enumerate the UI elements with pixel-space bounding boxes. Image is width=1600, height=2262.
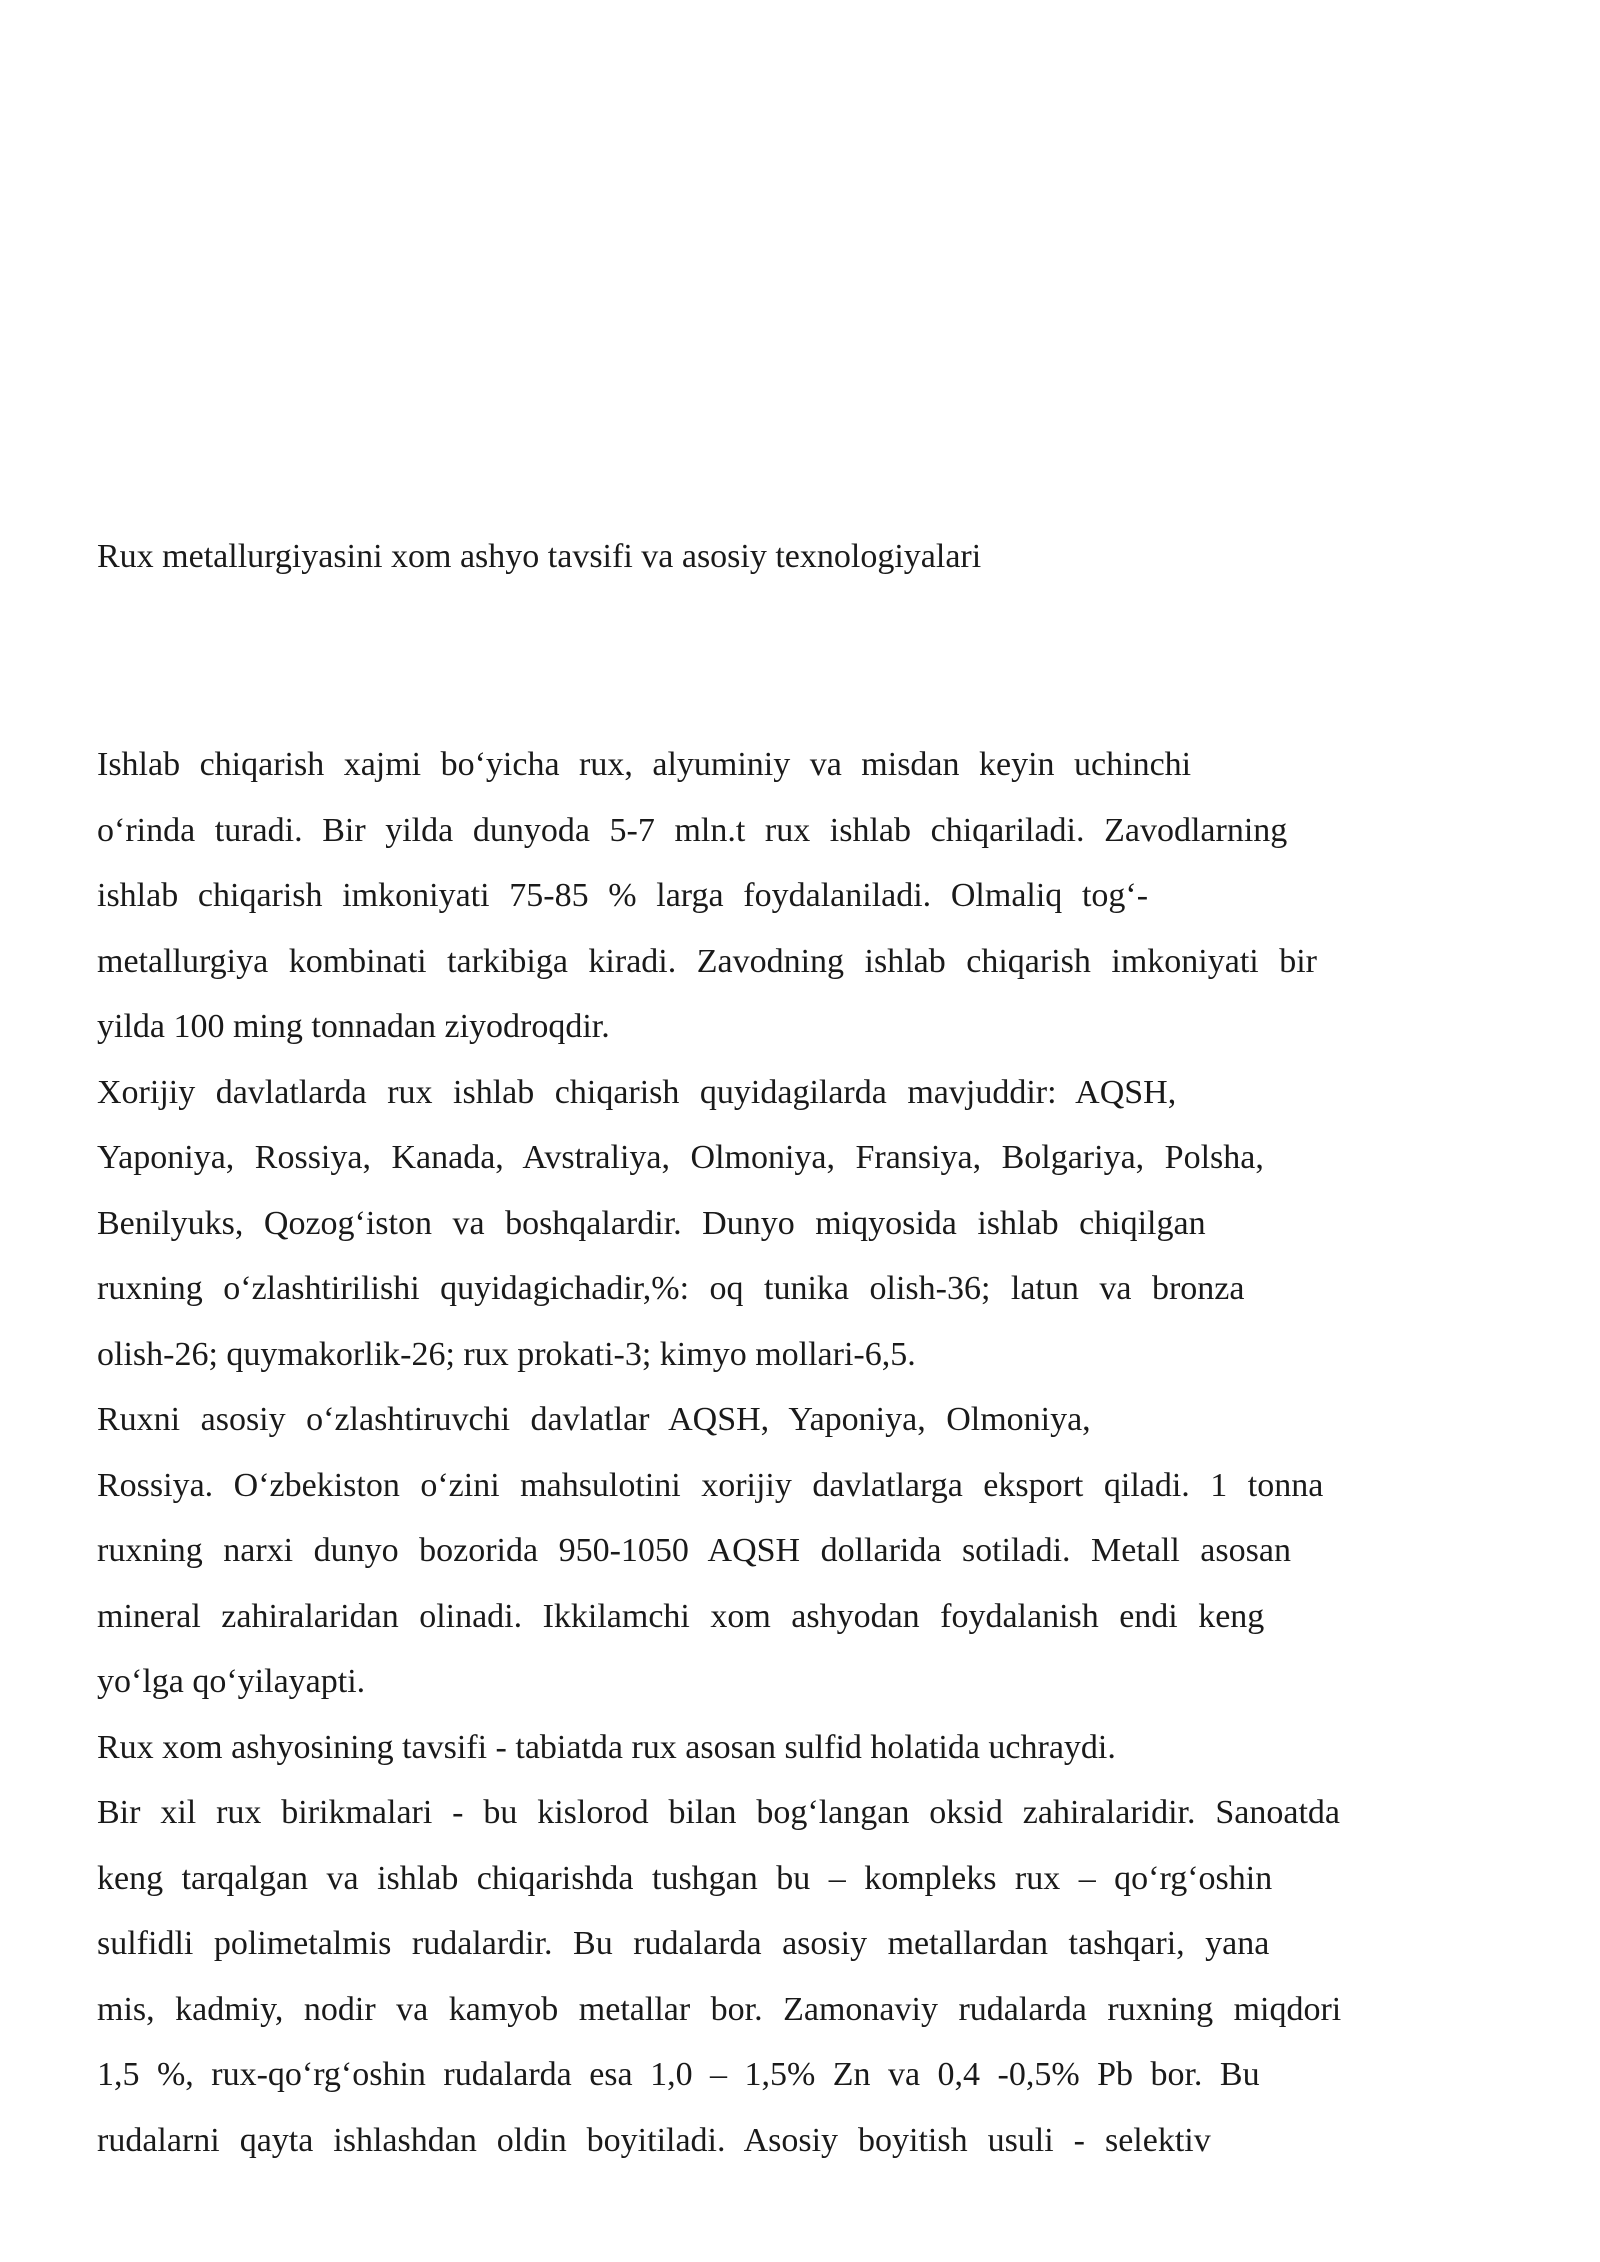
document-title: Rux metallurgiyasini xom ashyo tavsifi va asosiy texnologiyalari <box>97 538 982 575</box>
text-line: Rossiya. O‘zbekiston o‘zini mahsulotini xorijiy davlatlarga eksport qiladi. 1 tonna <box>97 1466 1324 1504</box>
text-line: keng tarqalgan va ishlab chiqarishda tushgan bu – kompleks rux – qo‘rg‘oshin <box>97 1859 1273 1897</box>
text-line: sulfidli polimetalmis rudalardir. Bu rudalarda asosiy metallardan tashqari, yana <box>97 1925 1270 1962</box>
document-body <box>97 743 1397 2184</box>
text-line: Benilyuks, Qozog‘iston va boshqalardir. Dunyo miqyosida ishlab chiqilgan <box>97 1204 1206 1242</box>
text-line: Xorijiy davlatlarda rux ishlab chiqarish quyidagilarda mavjuddir: AQSH, <box>97 1073 1177 1111</box>
text-line: metallurgiya kombinati tarkibiga kiradi. Zavodning ishlab chiqarish imkoniyati bir <box>97 942 1317 980</box>
text-line: ishlab chiqarish imkoniyati 75-85 % larga foydalaniladi. Olmaliq tog‘- <box>97 877 1149 914</box>
text-line: ruxning narxi dunyo bozorida 950-1050 AQSH dollarida sotiladi. Metall asosan <box>97 1532 1291 1569</box>
text-line: ruxning o‘zlashtirilishi quyidagichadir,%: oq tunika olish-36; latun va bronza <box>97 1270 1245 1307</box>
text-line: olish-26; quymakorlik-26; rux prokati-3; kimyo mollari-6,5. <box>97 1335 916 1373</box>
text-line: Ishlab chiqarish xajmi bo‘yicha rux, alyuminiy va misdan keyin uchinchi <box>97 746 1192 783</box>
text-line: 1,5 %, rux-qo‘rg‘oshin rudalarda esa 1,0 – 1,5% Zn va 0,4 -0,5% Pb bor. Bu <box>97 2056 1260 2093</box>
text-line: Rux xom ashyosining tavsifi - tabiatda rux asosan sulfid holatida uchraydi. <box>97 1728 1116 1766</box>
text-line: Bir xil rux birikmalari - bu kislorod bilan bog‘langan oksid zahiralaridir. Sanoatda <box>97 1794 1340 1831</box>
text-line: Yaponiya, Rossiya, Kanada, Avstraliya, Olmoniya, Fransiya, Bolgariya, Polsha, <box>97 1139 1264 1176</box>
text-line: mis, kadmiy, nodir va kamyob metallar bor. Zamonaviy rudalarda ruxning miqdori <box>97 1990 1342 2028</box>
text-line: o‘rinda turadi. Bir yilda dunyoda 5-7 mln.t rux ishlab chiqariladi. Zavodlarning <box>97 811 1288 849</box>
text-line: yo‘lga qo‘yilayapti. <box>97 1663 366 1700</box>
text-line: Ruxni asosiy o‘zlashtiruvchi davlatlar AQSH, Yaponiya, Olmoniya, <box>97 1401 1091 1438</box>
text-line: rudalarni qayta ishlashdan oldin boyitiladi. Asosiy boyitish usuli - selektiv <box>97 2121 1211 2159</box>
text-line: mineral zahiralaridan olinadi. Ikkilamchi xom ashyodan foydalanish endi keng <box>97 1597 1265 1635</box>
text-line: yilda 100 ming tonnadan ziyodroqdir. <box>97 1008 610 1045</box>
